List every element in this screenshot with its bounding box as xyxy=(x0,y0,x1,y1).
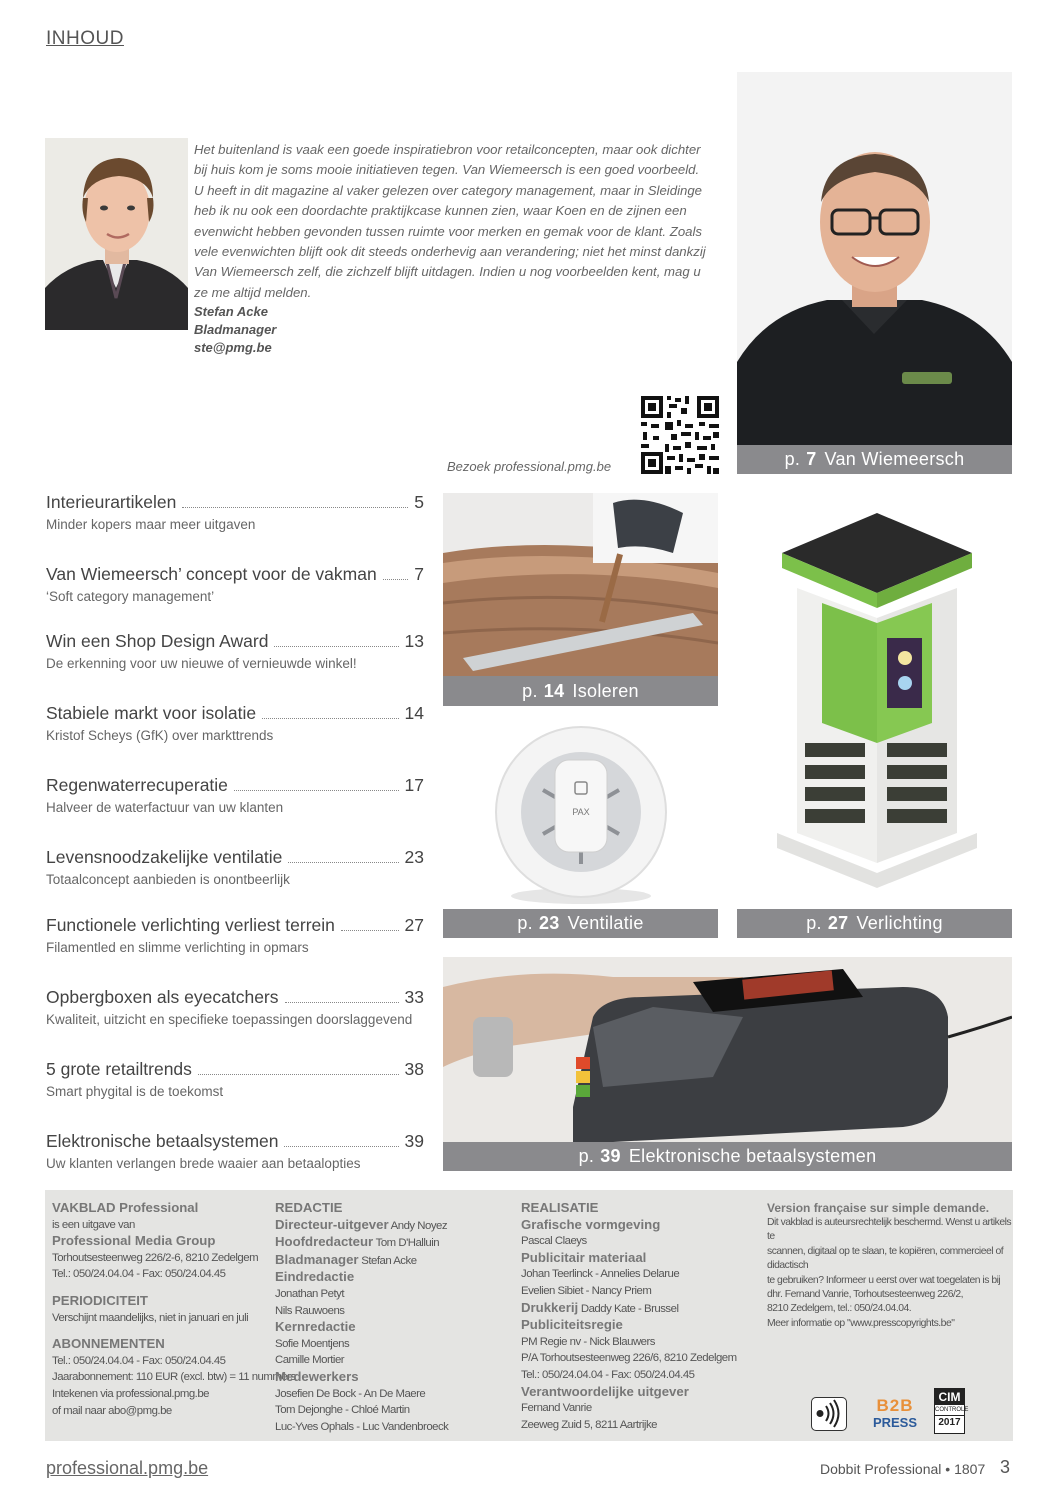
toc-item[interactable] xyxy=(46,987,424,1027)
b2b-press-label: PRESS xyxy=(872,1415,918,1430)
toc-item-title: Elektronische betaalsystemen xyxy=(46,1131,279,1151)
colophon-text: 8210 Zedelgem, tel.: 050/24.04.04. xyxy=(767,1303,912,1315)
colophon-person: Daddy Kate - Brussel xyxy=(580,1302,679,1315)
caption-prefix: p. xyxy=(784,449,801,469)
toc-item-subtitle: Totaalconcept aanbieden is onontbeerlijk xyxy=(46,872,290,887)
colophon-role: Eindredactie xyxy=(275,1269,355,1285)
caption-label: Verlichting xyxy=(856,913,943,933)
cim-controle-label: CONTROLE xyxy=(935,1407,969,1413)
cim-year: 2017 xyxy=(935,1415,964,1430)
colophon-person: Pascal Claeys xyxy=(521,1235,587,1248)
toc-item-subtitle: Smart phygital is de toekomst xyxy=(46,1084,224,1099)
toc-item[interactable] xyxy=(46,775,424,815)
colophon-production-column xyxy=(521,1200,737,1433)
toc-item-title: Van Wiemeersch’ concept voor de vakman xyxy=(46,564,377,584)
editorial-line: Het buitenland is vaak een goede inspiratiebron voor retailconcepten, maar ook dichter xyxy=(194,142,701,157)
colophon-heading: REALISATIE xyxy=(521,1200,599,1215)
b2b-logo-mark: B2B xyxy=(876,1396,914,1415)
fan-brand-label: PAX xyxy=(572,807,590,817)
toc-item[interactable] xyxy=(46,631,424,671)
toc-item-page: 38 xyxy=(404,1059,424,1079)
image-isolation xyxy=(443,493,718,676)
colophon-publisher-column xyxy=(52,1200,296,1419)
toc-leader xyxy=(341,930,399,931)
colophon-person: Nils Rauwoens xyxy=(275,1304,345,1317)
toc-item-page: 27 xyxy=(404,915,424,935)
editorial-line: Van Wiemeersch zelf, die zichzelf blijft uitdagen. Indien u nog voorbeelden kent, mag u xyxy=(194,264,701,280)
toc-item-subtitle: ‘Soft category management’ xyxy=(46,589,215,604)
colophon-text: is een uitgave van xyxy=(52,1218,135,1231)
caption-prefix: p. xyxy=(578,1146,595,1166)
caption-prefix: p. xyxy=(517,913,533,933)
colophon-person: Andy Noyez xyxy=(390,1219,448,1232)
colophon-role: Publiciteitsregie xyxy=(521,1317,623,1333)
page-section-title: INHOUD xyxy=(46,28,124,49)
colophon-person: Fernand Vanrie xyxy=(521,1402,592,1415)
colophon-text: Torhoutsesteenweg 226/2-6, 8210 Zedelgem xyxy=(52,1251,259,1264)
caption-page-number: 14 xyxy=(543,680,565,701)
colophon-role: Publicitair materiaal xyxy=(521,1249,647,1265)
toc-item-subtitle: De erkenning voor uw nieuwe of vernieuwde winkel! xyxy=(46,656,357,671)
caption-verlichting xyxy=(737,909,1012,938)
toc-item-page: 33 xyxy=(404,987,424,1007)
editorial-signature xyxy=(194,303,276,357)
colophon-text: Dit vakblad is auteursrechtelijk beschermd. Wenst u artikels te xyxy=(767,1217,1012,1243)
caption-prefix: p. xyxy=(806,913,822,933)
colophon-text: scannen, digitaal op te slaan, te kopiëren, commercieel of didactisch xyxy=(767,1245,1004,1272)
colophon-text: te gebruiken? Informeer u eerst over wat toegelaten is bij xyxy=(767,1274,1001,1286)
editor-photo xyxy=(45,138,188,330)
caption-page-number: 39 xyxy=(600,1146,621,1166)
toc-item[interactable] xyxy=(46,564,424,604)
toc-item-subtitle: Halveer de waterfactuur van uw klanten xyxy=(46,800,284,815)
toc-item-title: Functionele verlichting verliest terrein xyxy=(46,915,335,935)
toc-item-title: Levensnoodzakelijke ventilatie xyxy=(46,847,283,867)
toc-item-page: 39 xyxy=(404,1131,424,1151)
colophon-editorial-column xyxy=(275,1200,448,1435)
colophon-role: Drukkerij xyxy=(521,1299,579,1315)
colophon-role: Directeur-uitgever xyxy=(275,1216,389,1232)
colophon-text: Intekenen via professional.pmg.be xyxy=(52,1387,210,1400)
toc-leader xyxy=(285,1002,399,1003)
toc-item-page: 13 xyxy=(404,631,424,651)
toc-item-title: Regenwaterrecuperatie xyxy=(46,775,228,795)
colophon-text: Meer informatie op "www.presscopyrights.be" xyxy=(767,1317,955,1329)
colophon-role: Kernredactie xyxy=(275,1319,356,1335)
toc-item-page: 17 xyxy=(404,775,424,795)
toc-item[interactable] xyxy=(46,1059,424,1099)
portrait-van-wiemeersch xyxy=(737,72,1012,447)
colophon-heading: VAKBLAD Professional xyxy=(52,1200,199,1215)
caption-page-number: 23 xyxy=(538,913,560,933)
editorial-line: ze me altijd melden. xyxy=(194,284,312,300)
page-number: 3 xyxy=(1000,1457,1011,1477)
contactless-payment-icon xyxy=(811,1397,847,1431)
caption-page-number: 7 xyxy=(806,449,817,469)
colophon-text: dhr. Fernand Vanrie, Torhoutsesteenweg 226/2, xyxy=(767,1289,964,1301)
toc-item-subtitle: Kwaliteit, uitzicht en specifieke toepassingen doorslaggevend xyxy=(46,1012,413,1027)
image-lighting-display xyxy=(737,493,1012,909)
toc-leader xyxy=(383,579,409,580)
colophon-role: Hoofdredacteur xyxy=(275,1234,374,1250)
colophon xyxy=(45,1190,1013,1441)
colophon-heading: Version française sur simple demande. xyxy=(767,1201,990,1215)
toc-item-subtitle: Uw klanten verlangen brede waaier aan betaalopties xyxy=(46,1156,361,1171)
colophon-person: Camille Mortier xyxy=(275,1354,345,1367)
toc-leader xyxy=(234,790,399,791)
toc-item-title: Opbergboxen als eyecatchers xyxy=(46,987,279,1007)
signature-role: Bladmanager xyxy=(194,322,277,337)
colophon-person: Tom D'Halluin xyxy=(375,1237,440,1250)
toc-item-page: 7 xyxy=(414,564,424,584)
toc-item-page: 23 xyxy=(404,847,424,867)
colophon-text: Verschijnt maandelijks, niet in januari en juli xyxy=(52,1311,249,1324)
image-payment-terminal xyxy=(443,957,1012,1142)
colophon-company: Professional Media Group xyxy=(52,1233,216,1249)
toc-item[interactable] xyxy=(46,703,424,743)
colophon-text: Tel.: 050/24.04.04 - Fax: 050/24.04.45 xyxy=(52,1268,226,1281)
toc-item-page: 14 xyxy=(404,703,424,723)
colophon-text: Jaarabonnement: 110 EUR (excl. btw) = 11 nummers xyxy=(52,1371,296,1384)
caption-prefix: p. xyxy=(522,680,538,701)
cim-logo-mark: CIM xyxy=(935,1389,964,1405)
toc-leader xyxy=(284,1146,398,1147)
toc-leader xyxy=(288,862,398,863)
footer-website-link[interactable]: professional.pmg.be xyxy=(46,1458,209,1478)
image-ventilation-fan xyxy=(443,720,718,909)
caption-label: Ventilatie xyxy=(567,913,644,933)
signature-name: Stefan Acke xyxy=(194,304,268,319)
colophon-copyright-column xyxy=(767,1200,1013,1331)
colophon-heading: REDACTIE xyxy=(275,1200,343,1215)
colophon-person: Evelien Sibiet - Nancy Priem xyxy=(521,1284,652,1297)
colophon-text: Zeeweg Zuid 5, 8211 Aartrijke xyxy=(521,1418,657,1431)
colophon-person: Sofie Moentjens xyxy=(275,1337,350,1350)
toc-item-subtitle: Filamentled en slimme verlichting in opmars xyxy=(46,940,309,955)
caption-label: Van Wiemeersch xyxy=(824,449,965,469)
toc-item[interactable] xyxy=(46,492,424,532)
toc-item[interactable] xyxy=(46,847,424,887)
toc-item-title: Win een Shop Design Award xyxy=(46,631,269,651)
colophon-heading: ABONNEMENTEN xyxy=(52,1336,165,1352)
colophon-role: Verantwoordelijke uitgever xyxy=(521,1383,689,1399)
colophon-heading: PERIODICITEIT xyxy=(52,1292,148,1308)
colophon-text: of mail naar abo@pmg.be xyxy=(52,1404,172,1417)
colophon-person: Josefien De Bock - An De Maere xyxy=(275,1387,426,1400)
toc-leader xyxy=(262,718,398,719)
toc-item[interactable] xyxy=(46,1131,424,1171)
colophon-person: Luc-Yves Ophals - Luc Vandenbroeck xyxy=(275,1420,449,1433)
editorial-line: vele evenwichten blijft ook dit steeds onderhevig aan verandering; niet het minst dankzij xyxy=(194,244,706,260)
colophon-person: Stefan Acke xyxy=(361,1254,417,1267)
signature-email[interactable]: ste@pmg.be xyxy=(194,340,272,355)
caption-isoleren xyxy=(443,676,718,706)
toc-leader xyxy=(182,507,408,508)
visit-website-text: Bezoek professional.pmg.be xyxy=(447,459,612,474)
colophon-person: Jonathan Petyt xyxy=(275,1287,344,1300)
editorial-line: U heeft in dit magazine al vaker gelezen over category management, maar in Sleidinge xyxy=(194,182,703,198)
colophon-person: Tom Dejonghe - Chloé Martin xyxy=(275,1404,410,1417)
toc-item-title: Stabiele markt voor isolatie xyxy=(46,703,257,723)
qr-code[interactable] xyxy=(641,396,719,474)
caption-betaalsystemen xyxy=(443,1142,1012,1171)
toc-leader xyxy=(274,646,398,647)
b2b-press-logo xyxy=(867,1396,923,1432)
colophon-person: Johan Teerlinck - Annelies Delarue xyxy=(521,1268,680,1281)
toc-item-page: 5 xyxy=(414,492,424,512)
colophon-role: Bladmanager xyxy=(275,1251,359,1267)
toc-item-title: Interieurartikelen xyxy=(46,492,177,512)
caption-van-wiemeersch xyxy=(737,445,1012,474)
caption-label: Isoleren xyxy=(572,680,639,701)
toc-item-subtitle: Kristof Scheys (GfK) over markttrends xyxy=(46,728,274,743)
caption-label: Elektronische betaalsystemen xyxy=(628,1146,877,1166)
toc-item-subtitle: Minder kopers maar meer uitgaven xyxy=(46,517,256,532)
caption-ventilatie xyxy=(443,909,718,938)
editorial-text xyxy=(194,140,719,303)
colophon-text: PM Regie nv - Nick Blauwers xyxy=(521,1335,655,1348)
editorial-line: evenwicht hebben gevonden tussen ruimte voor merken en gemak voor de klant. Zoals xyxy=(194,223,703,239)
editorial-line: heb ik nu ook een doordachte praktijkcase kunnen zien, waar Koen en de zijnen een xyxy=(194,203,687,219)
editorial-line: bij huis kom je soms mooie initiatieven tegen. Van Wiemeersch is een goed voorbeeld. xyxy=(194,162,700,178)
caption-page-number: 27 xyxy=(827,913,849,933)
colophon-text: Tel.: 050/24.04.04 - Fax: 050/24.04.45 xyxy=(52,1354,226,1367)
footer-publication: Dobbit Professional • 1807 xyxy=(820,1461,986,1477)
colophon-text: P/A Torhoutsesteenweg 226/6, 8210 Zedelgem xyxy=(521,1352,737,1365)
toc-item-title: 5 grote retailtrends xyxy=(46,1059,192,1079)
cim-controle-logo xyxy=(934,1388,969,1434)
toc-item[interactable] xyxy=(46,915,424,955)
colophon-role: Medewerkers xyxy=(275,1368,359,1384)
colophon-role: Grafische vormgeving xyxy=(521,1216,661,1232)
colophon-text: Tel.: 050/24.04.04 - Fax: 050/24.04.45 xyxy=(521,1368,695,1381)
toc-leader xyxy=(198,1074,399,1075)
